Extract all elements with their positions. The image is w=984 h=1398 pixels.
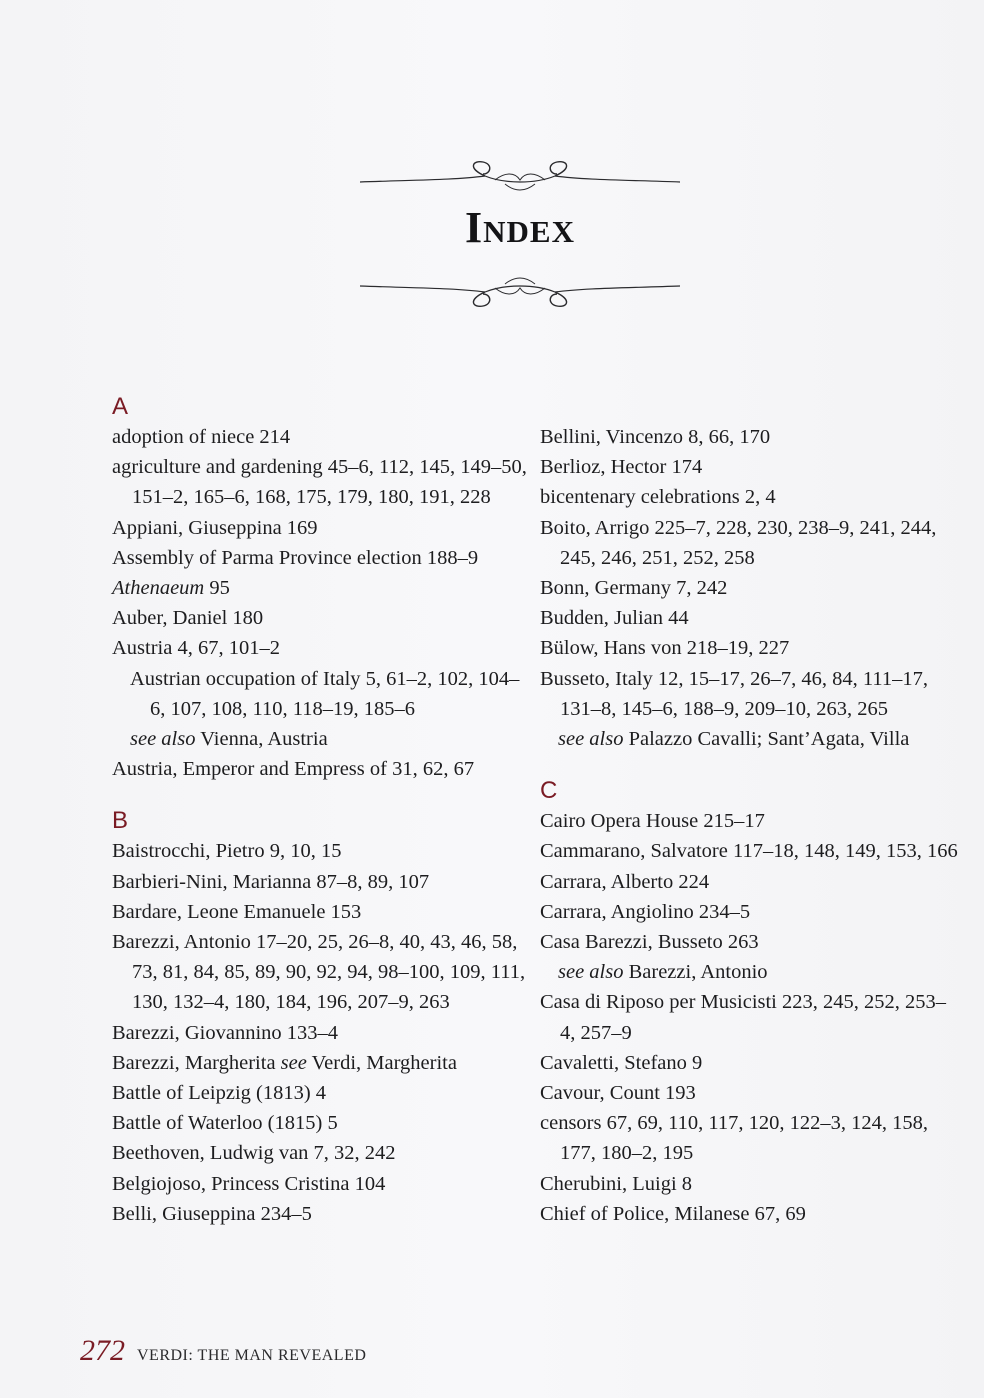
index-entry bbox=[112, 1018, 532, 1048]
index-entry bbox=[112, 897, 532, 927]
index-entry bbox=[540, 836, 960, 866]
index-entry bbox=[112, 754, 532, 784]
index-entry bbox=[540, 867, 960, 897]
entry-italic: see also bbox=[558, 961, 624, 984]
entry-text: agriculture and gardening 45–6, 112, 145, 149–50, 151–2, 165–6, 168, 175, 179, 180, 191, 228 bbox=[112, 456, 527, 509]
index-entry bbox=[540, 422, 960, 452]
entry-text: Belli, Giuseppina 234–5 bbox=[112, 1202, 312, 1225]
index-entry bbox=[540, 1108, 960, 1168]
entry-text: Barezzi, Giovannino 133–4 bbox=[112, 1021, 339, 1044]
entry-text: Barezzi, Antonio 17–20, 25, 26–8, 40, 43, 46, 58, 73, 81, 84, 85, 89, 90, 92, 94, 98–100, 109, 111, 130, 132–4, 180, 184, 196, 207–9, 263 bbox=[112, 931, 526, 1014]
flourish-ornament-bottom bbox=[355, 270, 685, 310]
index-column-left bbox=[112, 392, 532, 1229]
entry-text: Busseto, Italy 12, 15–17, 26–7, 46, 84, 111–17, 131–8, 145–6, 188–9, 209–10, 263, 265 bbox=[540, 667, 928, 720]
entry-text: Appiani, Giuseppina 169 bbox=[112, 516, 318, 539]
index-entry bbox=[112, 633, 532, 663]
index-entry bbox=[112, 513, 532, 543]
page-footer bbox=[80, 1334, 366, 1370]
entry-text: Cammarano, Salvatore 117–18, 148, 149, 153, 166 bbox=[540, 840, 958, 863]
index-subentry bbox=[540, 957, 960, 987]
entry-text: Baistrocchi, Pietro 9, 10, 15 bbox=[112, 840, 342, 863]
entry-text: Berlioz, Hector 174 bbox=[540, 456, 703, 479]
index-entry bbox=[540, 1199, 960, 1229]
entry-text: 95 bbox=[204, 577, 230, 600]
index-entry bbox=[540, 452, 960, 482]
entry-text: Casa Barezzi, Busseto 263 bbox=[540, 931, 759, 954]
running-title: VERDI: THE MAN REVEALED bbox=[137, 1347, 367, 1364]
index-entry bbox=[112, 927, 532, 1018]
entry-text: Austria 4, 67, 101–2 bbox=[112, 637, 280, 660]
index-entry bbox=[540, 1078, 960, 1108]
index-entry bbox=[540, 927, 960, 957]
entry-text: Barbieri-Nini, Marianna 87–8, 89, 107 bbox=[112, 870, 430, 893]
index-entry bbox=[112, 1078, 532, 1108]
entry-italic: see also bbox=[558, 728, 624, 751]
index-entry bbox=[112, 452, 532, 512]
entry-text: Austrian occupation of Italy 5, 61–2, 102, 104–6, 107, 108, 110, 118–19, 185–6 bbox=[130, 667, 520, 720]
entry-text: bicentenary celebrations 2, 4 bbox=[540, 486, 776, 509]
entry-text: Bülow, Hans von 218–19, 227 bbox=[540, 637, 790, 660]
entry-text: Barezzi, Antonio bbox=[623, 961, 768, 984]
entry-text: Belgiojoso, Princess Cristina 104 bbox=[112, 1172, 386, 1195]
index-entry bbox=[540, 1169, 960, 1199]
index-entry bbox=[112, 573, 532, 603]
index-entry bbox=[112, 603, 532, 633]
index-entry bbox=[540, 664, 960, 724]
entry-italic: see also bbox=[130, 728, 196, 751]
index-entry bbox=[112, 1108, 532, 1138]
entry-italic: see bbox=[280, 1051, 307, 1074]
entry-text: Casa di Riposo per Musicisti 223, 245, 252, 253–4, 257–9 bbox=[540, 991, 947, 1044]
index-entry bbox=[540, 513, 960, 573]
index-header bbox=[355, 158, 685, 308]
entry-text: Budden, Julian 44 bbox=[540, 607, 689, 630]
index-entry bbox=[540, 897, 960, 927]
entry-text: Verdi, Margherita bbox=[306, 1051, 457, 1074]
index-column-right bbox=[540, 422, 960, 1229]
entry-text: Carrara, Alberto 224 bbox=[540, 870, 710, 893]
index-entry bbox=[112, 867, 532, 897]
entry-text: Boito, Arrigo 225–7, 228, 230, 238–9, 241, 244, 245, 246, 251, 252, 258 bbox=[540, 516, 937, 569]
index-subentry bbox=[540, 724, 960, 754]
entry-text: Bellini, Vincenzo 8, 66, 170 bbox=[540, 426, 771, 448]
index-entry bbox=[540, 573, 960, 603]
index-entry bbox=[540, 482, 960, 512]
entry-text: Carrara, Angiolino 234–5 bbox=[540, 900, 751, 923]
entry-text: Bardare, Leone Emanuele 153 bbox=[112, 900, 362, 923]
entry-italic: Athenaeum bbox=[112, 577, 205, 600]
entry-text: Beethoven, Ludwig van 7, 32, 242 bbox=[112, 1142, 396, 1165]
entry-text: Bonn, Germany 7, 242 bbox=[540, 577, 728, 600]
page-number: 272 bbox=[80, 1334, 125, 1367]
index-entry bbox=[540, 987, 960, 1047]
index-entry bbox=[112, 1169, 532, 1199]
entry-text: censors 67, 69, 110, 117, 120, 122–3, 124, 158, 177, 180–2, 195 bbox=[540, 1112, 928, 1165]
entry-text: Austria, Emperor and Empress of 31, 62, 67 bbox=[112, 758, 475, 781]
index-entry bbox=[112, 1199, 532, 1229]
index-entry bbox=[540, 806, 960, 836]
index-entry bbox=[112, 422, 532, 452]
entry-text: Cairo Opera House 215–17 bbox=[540, 810, 765, 833]
entry-text: Battle of Waterloo (1815) 5 bbox=[112, 1112, 338, 1135]
entry-text: Vienna, Austria bbox=[195, 728, 328, 751]
entry-text: Cavour, Count 193 bbox=[540, 1082, 696, 1105]
section-letter: A bbox=[112, 393, 129, 420]
index-entry bbox=[112, 1138, 532, 1168]
entry-text: Palazzo Cavalli; Sant’Agata, Villa bbox=[623, 728, 910, 751]
entry-text: Cherubini, Luigi 8 bbox=[540, 1172, 693, 1195]
entry-text: Barezzi, Margherita bbox=[112, 1051, 281, 1074]
section-letter: C bbox=[540, 777, 558, 805]
index-entry bbox=[112, 543, 532, 573]
entry-text: Battle of Leipzig (1813) 4 bbox=[112, 1082, 327, 1105]
index-entry bbox=[540, 1048, 960, 1078]
entry-text: Chief of Police, Milanese 67, 69 bbox=[540, 1202, 806, 1225]
entry-text: Auber, Daniel 180 bbox=[112, 607, 264, 630]
index-subentry bbox=[112, 664, 532, 724]
index-entry bbox=[540, 603, 960, 633]
entry-text: Assembly of Parma Province election 188–9 bbox=[112, 546, 479, 569]
page-title: Index bbox=[465, 203, 575, 252]
index-entry bbox=[540, 633, 960, 663]
flourish-ornament-top bbox=[355, 158, 685, 198]
index-subentry bbox=[112, 724, 532, 754]
entry-text: Cavaletti, Stefano 9 bbox=[540, 1051, 703, 1074]
index-entry bbox=[112, 1048, 532, 1078]
section-letter: B bbox=[112, 807, 129, 835]
entry-text: adoption of niece 214 bbox=[112, 426, 291, 448]
index-entry bbox=[112, 836, 532, 866]
